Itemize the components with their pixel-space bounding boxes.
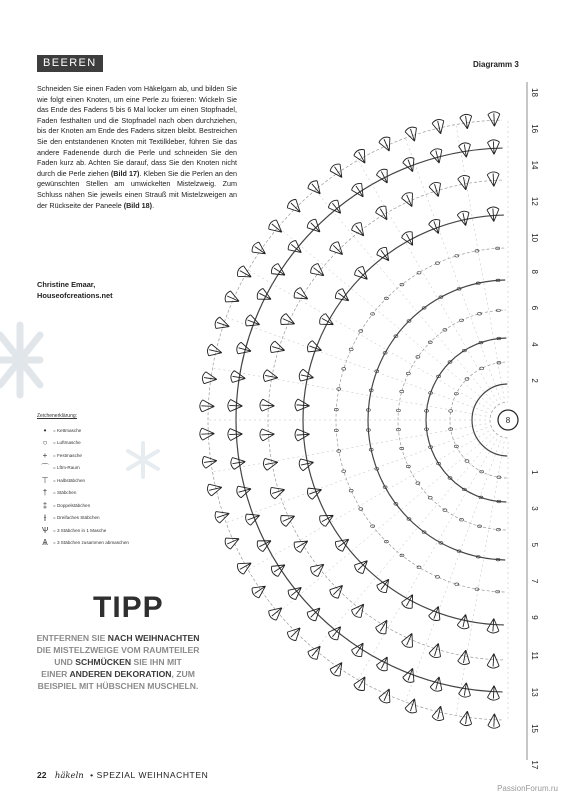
instructions-text: Schneiden Sie einen Faden vom Häkelgarn ab, und bilden Sie wie folgt einen Knoten, um eine Perle zu fixieren: Wickeln Sie das Ende des Fadens 5 bis 6 Mal locker um einen Stopfnadel, Faden festhalten und die Stopfnadel nach oben durchziehen, bis der Knoten am Ende des Fadens sitzen bleibt. Bestreichen Sie den entstandenen Knoten mit Textilkleber, führen Sie das andere Fadenende durch die Perle und schneiden Sie den Faden kurz ab. Achten Sie darauf, dass Sie den Knoten nicht durch die Perle ziehen (Bild 17). Kleben Sie die Perlen an den gewünschten Stellen am umwickelten Mistelzweig. Zum Schluss nähen Sie jeweils einen Strauß mit Mistelzweigen an der Rückseite der Paneele (Bild 18). [37,84,237,210]
diagram-spoke [278,434,491,613]
shell-motif [428,604,444,622]
legend-label: = Stäbchen [53,490,77,496]
shell-motif [328,581,347,600]
shell-motif [202,371,218,385]
shell-motif [488,112,501,127]
author-name: Christine Emaar, [37,280,96,289]
shell-motif [404,697,420,715]
shell-motif [487,140,500,155]
row-number-label: 9 [530,615,539,620]
shell-motif [260,428,275,441]
shell-motif [353,148,371,167]
shell-motif [295,428,310,441]
tip-line: UND SCHMÜCKEN SIE IHN MIT [54,657,182,667]
row-number-label: 4 [530,342,539,347]
shell-motif [255,287,273,304]
shell-motif [295,399,310,412]
shell-motif [401,191,418,209]
shell-motif [402,156,418,174]
legend-label: = Dreifaches Stäbchen [53,515,100,521]
shell-motif [228,399,243,412]
shell-motif [350,181,368,200]
shell-motif [329,659,347,678]
row-number-label: 3 [530,506,539,511]
shell-motif [487,685,500,700]
shell-motif [487,207,500,222]
legend-label: = 3 Stäbchen zusammen abmaschen [53,540,129,546]
shell-motif [250,581,269,599]
shell-motif [487,653,500,668]
chain-stitch [359,508,363,511]
row-number-label: 10 [530,233,539,243]
legend-symbol: ⫲ [43,512,47,522]
diagram-spoke [226,428,487,523]
shell-motif [214,508,232,524]
shell-motif [457,174,471,190]
shell-motif [487,618,500,633]
chain-stitch [435,262,439,265]
diagram-spoke [456,442,504,716]
chain-stitch [349,348,353,351]
row-number-label: 18 [530,88,539,97]
diagram-row-2 [472,384,507,456]
legend-label: = Doppelstäbchen [53,502,91,508]
shell-motif [401,631,418,649]
row-number-label: 15 [530,724,539,734]
shell-motif [223,290,241,307]
page-number: 22 [37,770,47,780]
shell-motif [255,535,273,552]
shell-motif [487,172,500,187]
shell-motif [378,135,395,153]
legend-symbol: Ѧ [42,538,48,548]
shell-motif [305,604,324,623]
shell-motif [286,624,305,643]
tip-line: BEISPIEL MIT HÜBSCHEN MUSCHELN. [37,681,199,691]
shell-motif [402,666,418,684]
author-site: Houseofcreations.net [37,291,113,300]
row-number-label: 12 [530,196,539,206]
shell-motif [353,265,372,284]
shell-motif [292,536,311,554]
shell-motif [214,316,232,332]
shell-motif [309,560,328,578]
shell-motif [279,313,297,330]
legend-symbol: Ѱ [41,525,49,535]
shell-motif [459,710,473,726]
legend-symbol: • [43,425,47,435]
chain-stitch [455,254,459,257]
chain-stitch [428,496,432,499]
legend-symbol: ⌒ [41,463,49,473]
legend-label: = Festmasche [53,452,82,458]
chain-stitch [435,576,439,579]
shell-motif [228,428,243,441]
shell-motif [286,198,305,217]
diagram-spoke [456,125,504,399]
shell-motif [262,369,278,383]
shell-motif [236,265,255,283]
diagram-title: Diagramm 3 [473,60,519,69]
shell-motif [200,428,215,441]
row-number-label: 8 [530,269,539,274]
shell-motif [244,510,262,526]
shell-motif [306,179,324,198]
shell-motif [200,400,215,413]
chain-stitch [349,489,353,492]
diagram-row-8 [303,215,504,625]
shell-motif [262,456,278,470]
tip-title: TIPP [93,591,164,624]
diagram-spoke [213,368,487,416]
shell-motif [269,560,288,578]
row-number-label: 5 [530,542,539,548]
diagram-spoke [226,317,487,412]
diagram-spoke [405,138,500,399]
shell-motif [269,484,286,500]
shell-motif [400,230,417,248]
row-number-label: 16 [530,124,539,134]
shell-motif [328,240,347,259]
shell-motif [457,649,471,665]
shell-motif [269,262,288,280]
legend-label: = Luftmasche [53,440,81,446]
tip-text [30,632,206,692]
shell-motif [318,510,336,527]
page-footer [37,770,208,781]
shell-motif [350,640,368,659]
legend-symbol: † [42,488,48,498]
shell-motif [375,654,392,672]
shell-motif [318,312,336,329]
shell-motif [306,642,324,661]
shell-motif [306,340,324,356]
tip-line: ENTFERNEN SIE NACH WEIHNACHTEN [36,633,200,643]
section-label: BEEREN [37,55,103,72]
chain-stitch [478,312,482,315]
shell-motif [374,204,392,223]
shell-motif [260,399,275,412]
chain-stitch [443,509,447,512]
shell-motif [374,617,392,636]
row-number-label: 7 [530,578,539,584]
shell-motif [250,241,269,259]
chain-stitch [480,367,484,370]
diagram-spoke [213,424,487,472]
row-number-label: 2 [530,378,539,383]
shell-motif [305,217,324,236]
shell-motif [378,687,395,705]
row-number-label: 6 [530,305,539,311]
shell-motif [279,511,297,528]
shell-motif [269,340,286,356]
legend-label: = Kettmasche [53,427,82,433]
chain-stitch [416,482,420,485]
shell-motif [353,674,371,693]
legend-symbol: + [42,450,48,460]
legend-symbol: ○ [42,438,48,448]
magazine-brand: häkeln [54,771,84,781]
row-number-label: 17 [530,760,539,770]
row-number-label: 14 [530,160,539,170]
shell-motif [432,705,447,722]
shell-motif [292,286,311,304]
diagram-spoke [315,190,494,403]
legend-label: = Halbstäbchen [53,477,86,483]
chain-stitch [406,372,410,375]
row-number-label: 11 [530,651,539,660]
shell-motif [375,167,392,185]
row-number-label: 1 [530,470,539,475]
figure-ref-17: (Bild 17) [110,168,140,178]
diagram-spoke [278,227,491,406]
row-number-label: 13 [530,687,539,697]
shell-motif [400,592,417,610]
legend-label: = 3 Stäbchen in 1 Masche [53,527,107,533]
center-label: 8 [505,416,511,425]
issue-title: • SPEZIAL WEIHNACHTEN [90,770,209,780]
shell-motif [202,455,218,469]
shell-motif [404,126,420,144]
chain-stitch [465,460,469,463]
shell-motif [488,713,501,728]
diagram-spoke [405,441,500,702]
shell-motif [267,603,286,621]
legend-symbol: ‡ [42,500,48,510]
legend-symbol: ⊤ [41,475,49,485]
shell-motif [223,533,241,550]
shell-motif [329,162,347,181]
shell-motif [353,556,372,575]
diagram-spoke [315,437,494,650]
shell-motif [236,558,255,576]
tip-line: EINER ANDEREN DEKORATION, ZUM [41,669,195,679]
chain-stitch [417,272,421,275]
shell-motif [206,344,223,359]
figure-ref-18: (Bild 18) [123,200,153,210]
shell-motif [244,314,262,330]
legend-title: Zeichenerklärung: [37,413,78,419]
tip-line: DIE MISTELZWEIGE VOM RAUMTEILER [36,645,200,655]
diagram-row-4 [426,338,506,502]
legend-label: = Lftm-Raum [53,465,80,471]
chain-stitch [455,583,459,586]
shell-motif [459,114,473,130]
shell-motif [306,484,324,500]
shell-motif [350,601,368,620]
shell-motif [428,218,444,236]
watermark: PassionForum.ru [497,784,558,793]
shell-motif [267,218,286,236]
